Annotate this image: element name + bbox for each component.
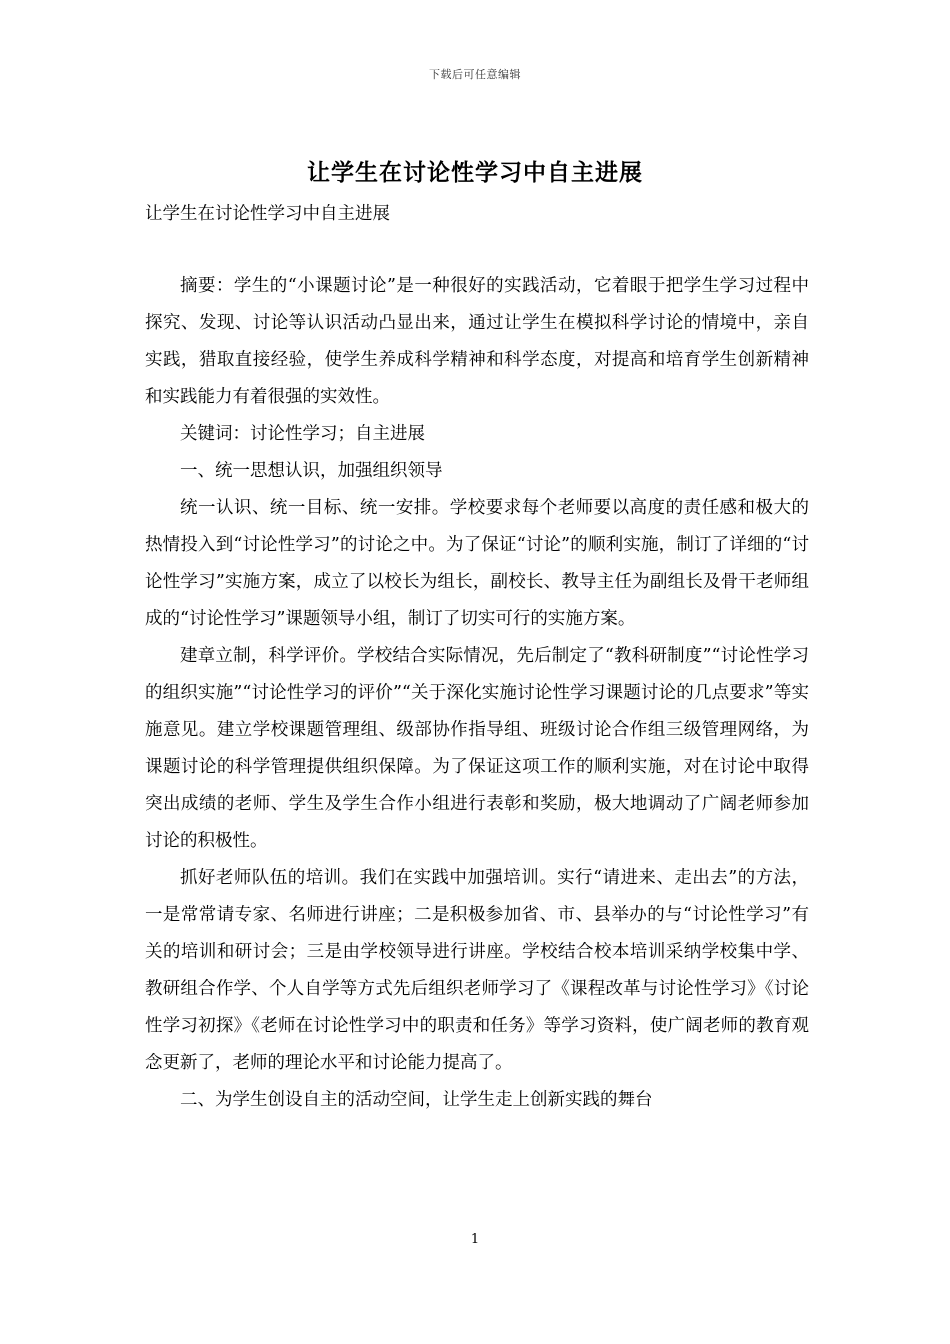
keywords-paragraph: 关键词：讨论性学习；自主进展 — [180, 424, 425, 444]
body-paragraph: 建章立制，科学评价。学校结合实际情况，先后制定了“教科研制度”“讨论性学习的组织实施”“讨论性学习的评价”“关于深化实施讨论性学习课题讨论的几点要求”等实施意见。建立学校课题管理组、级部协作指导组、班级讨论合作组三级管理网络，为课题讨论的科学管理提供组织保障。为了保证这项工作的顺利实施，对在讨论中取得突出成绩的老师、学生及学生合作小组进行表彰和奖励，极大地调动了广阔老师参加讨论的积极性。 — [145, 646, 809, 851]
document-subtitle: 让学生在讨论性学习中自主进展 — [145, 204, 390, 224]
section-heading-1: 一、统一思想认识，加强组织领导 — [180, 461, 443, 481]
body-paragraph: 抓好老师队伍的培训。我们在实践中加强培训。实行“请进来、走出去”的方法，一是常常请专家、名师进行讲座；二是积极参加省、市、县举办的与“讨论性学习”有关的培训和研讨会；三是由学校领导进行讲座。学校结合校本培训采纳学校集中学、教研组合作学、个人自学等方式先后组织老师学习了《课程改革与讨论性学习》《讨论性学习初探》《老师在讨论性学习中的职责和任务》等学习资料，使广阔老师的教育观念更新了，老师的理论水平和讨论能力提高了。 — [145, 868, 809, 1073]
page-number: 1 — [470, 1232, 480, 1247]
document-title: 让学生在讨论性学习中自主进展 — [307, 159, 643, 186]
page-header: 下载后可任意编辑 — [429, 68, 521, 81]
body-paragraph: 统一认识、统一目标、统一安排。学校要求每个老师要以高度的责任感和极大的热情投入到“讨论性学习”的讨论之中。为了保证“讨论”的顺利实施，制订了详细的“讨论性学习”实施方案，成立了以校长为组长，副校长、教导主任为副组长及骨干老师组成的“讨论性学习”课题领导小组，制订了切实可行的实施方案。 — [145, 498, 809, 629]
section-heading-2: 二、为学生创设自主的活动空间，让学生走上创新实践的舞台 — [180, 1090, 653, 1110]
abstract-paragraph: 摘要：学生的“小课题讨论”是一种很好的实践活动，它着眼于把学生学习过程中探究、发现、讨论等认识活动凸显出来，通过让学生在模拟科学讨论的情境中，亲自实践，猎取直接经验，使学生养成科学精神和科学态度，对提高和培育学生创新精神和实践能力有着很强的实效性。 — [145, 276, 809, 407]
document-body — [145, 268, 809, 1119]
